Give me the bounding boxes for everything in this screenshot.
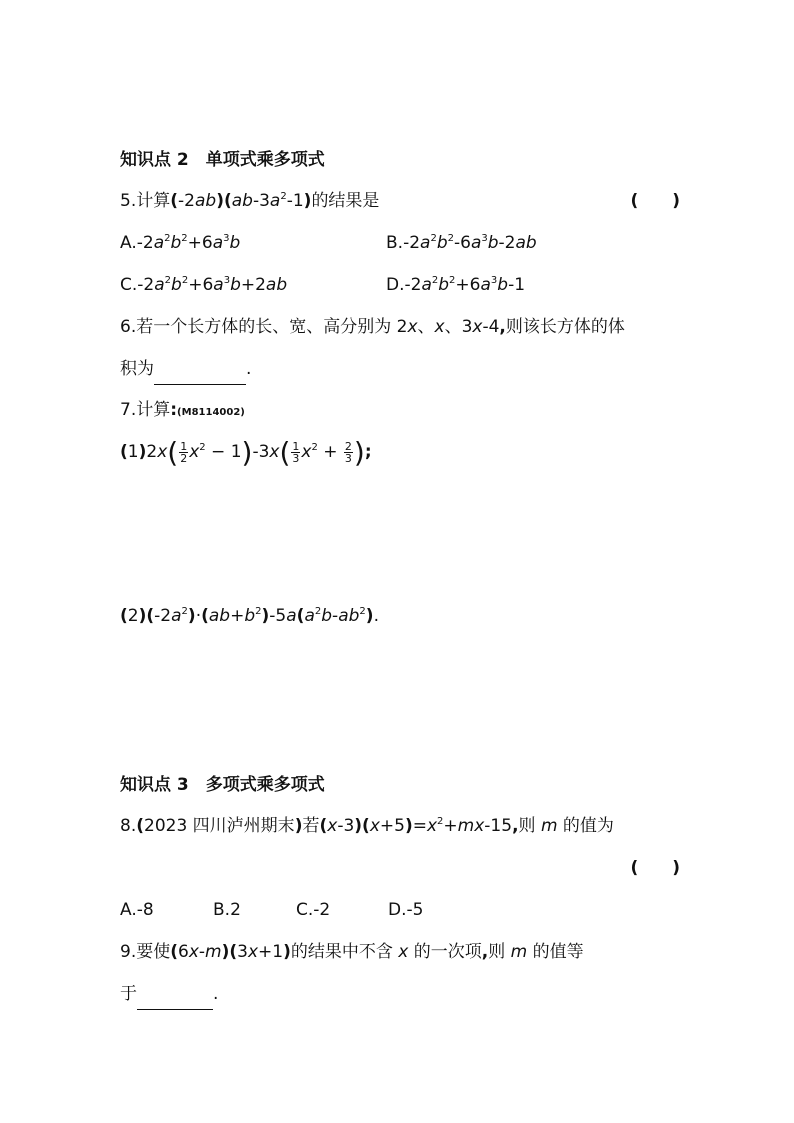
question-9-line-2 [120,982,680,1010]
q5-option-a: $A.-2a^2b^2+6a^3b$ [120,233,241,253]
q9-prefix: 于 [120,984,137,1004]
answer-bracket: ( ) [630,858,680,878]
q8-option-b: B.2 [213,900,241,920]
question-number: 5.计算 [120,191,171,211]
answer-blank[interactable] [154,360,246,385]
q6-suffix: . [246,359,252,379]
q5-option-c: $C.-2a^2b^2+6a^3b+2ab$ [120,275,288,295]
section-title-3 [120,773,680,797]
q6-prefix: 积为 [120,359,154,379]
question-6-line-2 [120,357,680,385]
question-8: 8.(2023 四川泸州期末)若$(x-3)(x+5)=x^2+mx-15$,则 m 的值为 [120,816,614,836]
q5-option-b: $B.-2a^2b^2-6a^3b-2ab$ [386,233,537,253]
question-9-line-1: 9.要使(6x-m)(3x+1)的结果中不含 x 的一次项,则 m 的值等 [120,942,584,962]
q7-part-2: $(2)(-2a^2)\cdot(ab+b^2)-5a(a^2b-ab^2)$. [120,606,379,626]
answer-bracket: ( ) [630,191,680,211]
question-5: 5.计算$(-2ab)(ab-3a^2-1)$的结果是 ( ) [120,191,680,211]
section-title-text: 知识点 3 多项式乘多项式 [120,775,325,795]
answer-blank[interactable] [137,985,213,1010]
q7-part-1: (1)2x( $\frac{1}{2}$ $x^2 - 1)-3x$( $\frac{1}{3}$ $x^2$ + $\frac{2}{3}$ ); [120,436,372,469]
q8-option-d: D.-5 [388,900,424,920]
q8-option-a: A.-8 [120,900,154,920]
question-code: (M8114002) [177,407,245,418]
q7-label: 7.计算: [120,400,178,420]
question-7-title [120,398,680,425]
question-6-line-1: 6.若一个长方体的长、宽、高分别为 2x、x、3x-4,则该长方体的体 [120,317,625,337]
q8-option-c: C.-2 [296,900,331,920]
section-title-2 [120,148,680,172]
q9-suffix: . [213,984,219,1004]
q5-option-d: $D.-2a^2b^2+6a^3b-1$ [386,275,526,295]
section-title-text: 知识点 2 单项式乘多项式 [120,150,325,170]
